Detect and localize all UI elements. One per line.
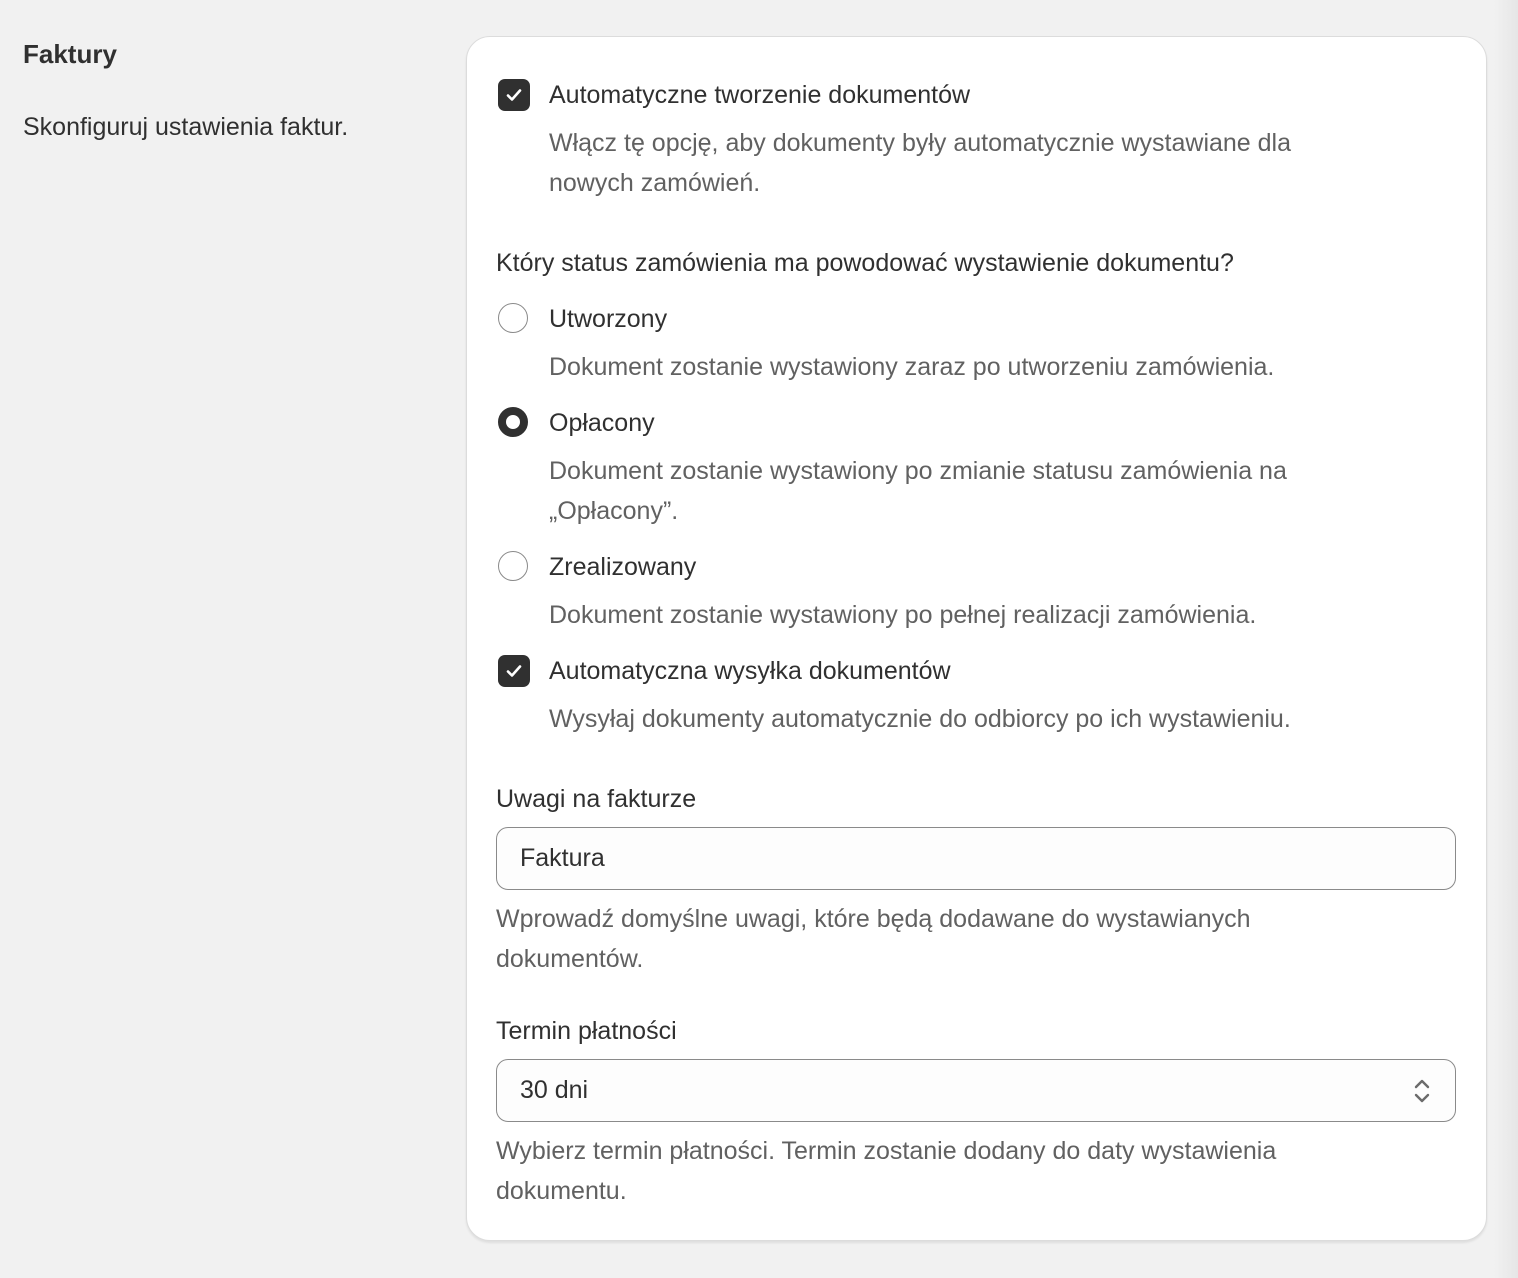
notes-help: Wprowadź domyślne uwagi, które będą dodawane do wystawianych (496, 905, 1251, 933)
payment-term-value: 30 dni (520, 1076, 589, 1104)
auto-create-description: nowych zamówień. (549, 169, 761, 197)
radio-description: Dokument zostanie wystawiony po zmianie statusu zamówienia na (549, 457, 1287, 485)
section-description: Skonfiguruj ustawienia faktur. (23, 113, 349, 141)
auto-send-description: Wysyłaj dokumenty automatycznie do odbiorcy po ich wystawieniu. (549, 705, 1291, 733)
checkmark-icon (504, 661, 524, 681)
payment-term-select[interactable] (496, 1059, 1456, 1122)
radio-label[interactable]: Opłacony (549, 409, 655, 437)
auto-create-label[interactable]: Automatyczne tworzenie dokumentów (549, 81, 971, 109)
auto-send-checkbox[interactable] (498, 655, 530, 687)
status-question: Który status zamówienia ma powodować wystawienie dokumentu? (496, 249, 1234, 277)
checkmark-icon (504, 85, 524, 105)
payment-term-help: Wybierz termin płatności. Termin zostanie dodany do daty wystawienia (496, 1137, 1277, 1165)
notes-input[interactable]: Faktura (496, 827, 1456, 890)
radio-label[interactable]: Zrealizowany (549, 553, 697, 581)
radio-oplacony[interactable] (498, 407, 528, 437)
payment-term-help: dokumentu. (496, 1177, 627, 1205)
auto-create-checkbox[interactable] (498, 79, 530, 111)
page-scrollbar-track[interactable] (1494, 0, 1518, 1278)
chevron-up-down-icon (1413, 1077, 1431, 1105)
radio-zrealizowany[interactable] (498, 551, 528, 581)
radio-description: Dokument zostanie wystawiony zaraz po utworzeniu zamówienia. (549, 353, 1275, 381)
radio-description: Dokument zostanie wystawiony po pełnej realizacji zamówienia. (549, 601, 1257, 629)
auto-send-label[interactable]: Automatyczna wysyłka dokumentów (549, 657, 951, 685)
notes-label: Uwagi na fakturze (496, 785, 697, 813)
auto-create-description: Włącz tę opcję, aby dokumenty były automatycznie wystawiane dla (549, 129, 1292, 157)
payment-term-label: Termin płatności (496, 1017, 677, 1045)
radio-description: „Opłacony”. (549, 497, 679, 525)
radio-label[interactable]: Utworzony (549, 305, 668, 333)
notes-help: dokumentów. (496, 945, 644, 973)
radio-utworzony[interactable] (498, 303, 528, 333)
section-title: Faktury (23, 39, 117, 69)
